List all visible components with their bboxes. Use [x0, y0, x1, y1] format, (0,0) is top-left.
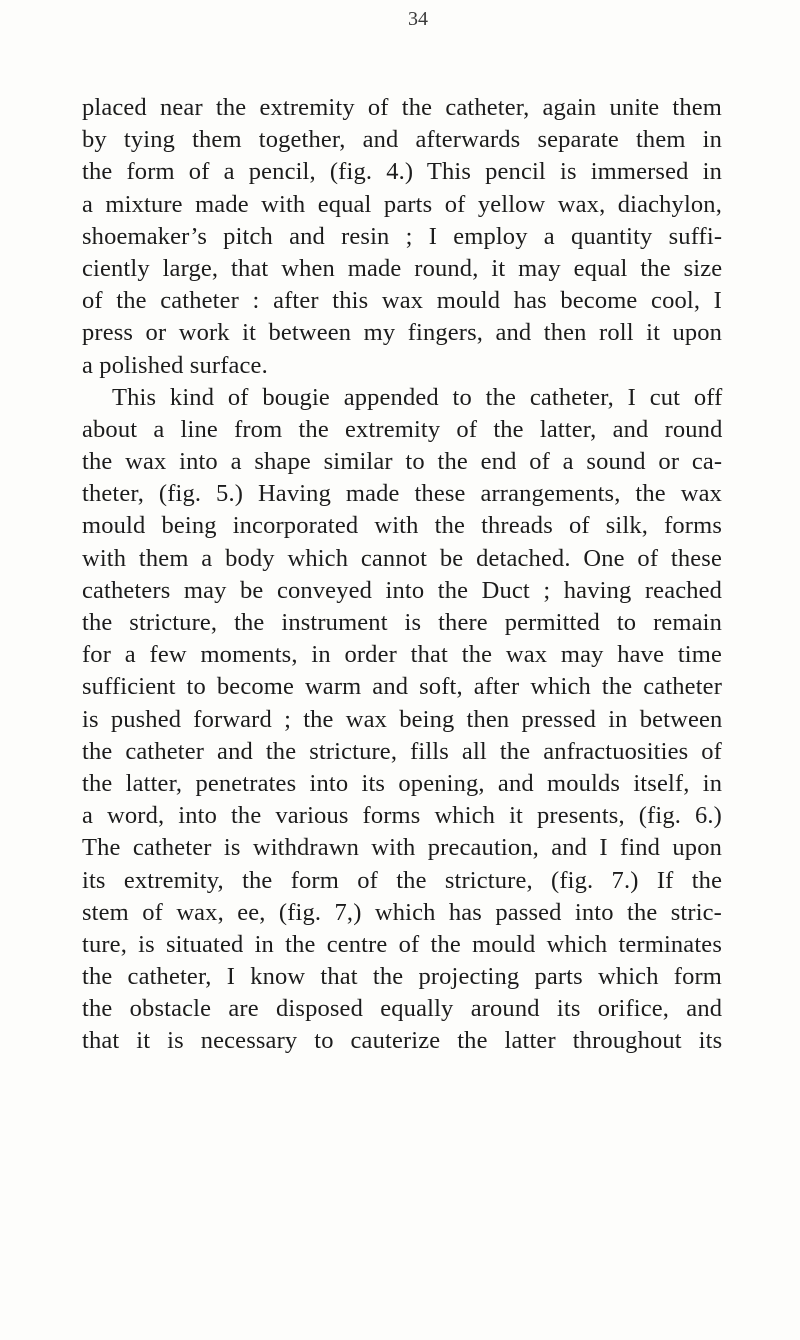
text-line: a mixture made with equal parts of yellow wax, diachylon, [82, 190, 722, 218]
text-line: The catheter is withdrawn with precaution, and I find upon [82, 834, 722, 862]
text-line: catheters may be conveyed into the Duct ; having reached [82, 576, 723, 604]
text-line: stem of wax, ee, (fig. 7,) which has passed into the stric- [82, 898, 722, 926]
text-line: the obstacle are disposed equally around its orifice, and [82, 995, 723, 1023]
text-line: theter, (fig. 5.) Having made these arrangements, the wax [82, 480, 722, 508]
text-line: by tying them together, and afterwards separate them in [82, 126, 722, 154]
text-line: that it is necessary to cauterize the latter throughout its [82, 1027, 723, 1055]
body-text [82, 92, 722, 1058]
text-line: the catheter, I know that the projecting parts which form [82, 963, 722, 991]
text-line: the catheter and the stricture, fills all the anfractuosities of [82, 737, 722, 765]
page-number: 34 [408, 8, 428, 30]
text-line: press or work it between my fingers, and then roll it upon [82, 319, 723, 347]
text-line: a polished surface. [82, 351, 268, 379]
text-line: a word, into the various forms which it presents, (fig. 6.) [82, 802, 722, 830]
text-line: the wax into a shape similar to the end of a sound or ca- [82, 448, 723, 476]
text-line: the form of a pencil, (fig. 4.) This pencil is immersed in [82, 158, 722, 186]
text-line: mould being incorporated with the threads of silk, forms [82, 512, 722, 540]
text-line: for a few moments, in order that the wax may have time [82, 641, 722, 669]
text-line: its extremity, the form of the stricture, (fig. 7.) If the [82, 866, 723, 894]
text-line: placed near the extremity of the catheter, again unite them [82, 94, 722, 121]
text-line: shoemaker’s pitch and resin ; I employ a quantity suffi- [82, 222, 723, 250]
text-line: is pushed forward ; the wax being then pressed in between [82, 705, 723, 733]
text-line: of the catheter : after this wax mould has become cool, I [82, 287, 722, 315]
text-line-paragraph-start: This kind of bougie appended to the catheter, I cut off [112, 383, 723, 411]
text-line: sufficient to become warm and soft, after which the catheter [82, 673, 722, 701]
text-line: with them a body which cannot be detached. One of these [82, 544, 722, 572]
text-line: about a line from the extremity of the latter, and round [82, 415, 723, 443]
text-line: ciently large, that when made round, it may equal the size [82, 254, 723, 282]
text-line: the stricture, the instrument is there permitted to remain [82, 609, 723, 636]
text-line: ture, is situated in the centre of the mould which terminates [82, 930, 722, 958]
text-line: the latter, penetrates into its opening, and moulds itself, in [82, 769, 723, 797]
